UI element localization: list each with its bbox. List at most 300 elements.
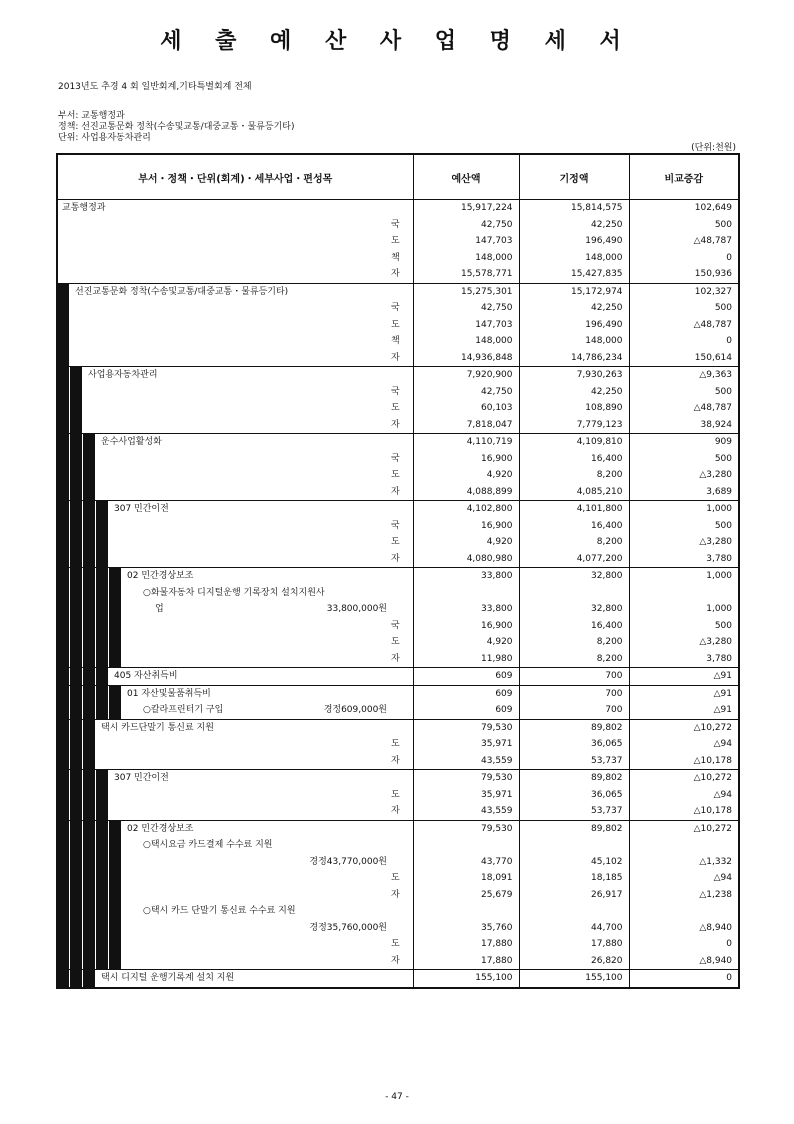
cell-source [391,568,413,585]
cell-diff: 909 [629,434,739,451]
cell-source [391,685,413,702]
item-detail: ○칼라프린터기 구입 [143,705,224,715]
cell-source [391,702,413,719]
cell-diff: 500 [629,300,739,317]
cell-budget: 60,103 [413,400,519,417]
cell-budget: 15,917,224 [413,200,519,217]
cell-diff [629,585,739,602]
table-row [57,736,739,753]
cell-source: 자 [391,352,400,363]
cell-budget: 4,080,980 [413,551,519,568]
table-row [57,753,739,770]
cell-source: 국 [391,219,400,230]
cell-budget: 17,880 [413,953,519,970]
cell-prior: 15,172,974 [519,283,629,300]
cell-prior: 148,000 [519,250,629,267]
cell-name [57,753,391,770]
table-row [57,333,739,350]
budget-table [56,153,740,989]
cell-source [391,820,413,837]
cell-source: 자 [391,419,400,430]
table-row [57,283,739,300]
cell-prior: 196,490 [519,233,629,250]
cell-budget: 4,110,719 [413,434,519,451]
cell-name: 307 민간이전 [57,501,391,518]
cell-source: 도 [391,537,400,547]
cell-diff: 500 [629,518,739,535]
cell-diff: △10,178 [629,753,739,770]
cell-name [57,233,391,250]
cell-prior: 4,109,810 [519,434,629,451]
cell-diff: △3,280 [629,634,739,651]
cell-name: 사업용자동차관리 [57,367,391,384]
table-row [57,467,739,484]
cell-budget: 79,530 [413,820,519,837]
item-amount: 33,800,000원 [326,604,387,614]
unit-note: (단위:천원) [691,143,736,153]
table-row [57,568,739,585]
table-row [57,300,739,317]
cell-source: 자 [391,755,400,766]
header-budget: 예산액 [413,154,519,200]
cell-budget: 35,971 [413,787,519,804]
cell-name [57,787,391,804]
cell-budget: 42,750 [413,384,519,401]
cell-source: 자 [391,955,400,966]
table-row [57,634,739,651]
cell-prior [519,903,629,920]
cell-diff: △94 [629,787,739,804]
table-row [57,803,739,820]
cell-prior: 15,814,575 [519,200,629,217]
cell-source: 도 [391,470,400,480]
item-amount: 경정43,770,000원 [309,856,387,867]
cell-name [57,585,391,602]
cell-diff: △10,272 [629,719,739,736]
cell-prior: 89,802 [519,820,629,837]
cell-diff: 3,780 [629,551,739,568]
cell-prior: 8,200 [519,534,629,551]
cell-diff: △8,940 [629,920,739,937]
cell-name [57,736,391,753]
cell-budget: 147,703 [413,233,519,250]
table-row [57,787,739,804]
fiscal-year-subtitle: 2013년도 추경 4 회 일반회계,기타특별회계 전체 [58,82,252,92]
cell-name [57,400,391,417]
cell-prior: 148,000 [519,333,629,350]
cell-diff: 500 [629,384,739,401]
header-prior: 기정액 [519,154,629,200]
table-row [57,367,739,384]
cell-budget: 43,770 [413,854,519,871]
cell-name: 택시 카드단말기 통신료 지원 [57,719,391,736]
cell-budget: 11,980 [413,651,519,668]
cell-name [57,384,391,401]
table-row [57,936,739,953]
cell-source [391,719,413,736]
cell-name: 405 자산취득비 [57,668,391,686]
cell-prior: 32,800 [519,601,629,618]
table-body [57,200,739,988]
cell-diff: 0 [629,936,739,953]
table-row [57,233,739,250]
table-row [57,854,739,871]
cell-name [57,250,391,267]
cell-prior [519,837,629,854]
cell-name [57,920,391,937]
table-row [57,970,739,988]
cell-prior: 16,400 [519,451,629,468]
cell-name [57,870,391,887]
cell-prior: 53,737 [519,803,629,820]
table-row [57,770,739,787]
cell-budget: 42,750 [413,217,519,234]
cell-name [57,217,391,234]
item-description: ○택시 카드 단말기 통신료 수수료 지원 [143,906,296,916]
table-row [57,434,739,451]
table-row [57,837,739,854]
cell-diff: △48,787 [629,400,739,417]
cell-diff: 38,924 [629,417,739,434]
cell-diff: △8,940 [629,953,739,970]
cell-source [391,970,413,988]
cell-name: 교통행정과 [57,200,391,217]
cell-diff: △3,280 [629,467,739,484]
cell-name [57,317,391,334]
cell-diff: 500 [629,451,739,468]
cell-diff: 0 [629,250,739,267]
cell-budget: 33,800 [413,601,519,618]
cell-name [57,702,391,719]
cell-budget: 155,100 [413,970,519,988]
cell-diff: △10,178 [629,803,739,820]
cell-diff: 500 [629,217,739,234]
cell-source: 도 [391,403,400,413]
table-row [57,350,739,367]
cell-prior: 8,200 [519,634,629,651]
cell-diff [629,837,739,854]
cell-diff: 150,936 [629,266,739,283]
cell-source: 도 [391,739,400,749]
cell-diff: △91 [629,668,739,686]
cell-name: 선진교통문화 정착(수송및교통/대중교통・물류등기타) [57,283,391,300]
table-row [57,534,739,551]
cell-name [57,467,391,484]
table-row [57,585,739,602]
cell-prior: 44,700 [519,920,629,937]
table-row [57,702,739,719]
cell-diff: 1,000 [629,501,739,518]
cell-prior: 196,490 [519,317,629,334]
table-row [57,601,739,618]
cell-source [391,501,413,518]
cell-source: 자 [391,553,400,564]
table-row [57,551,739,568]
cell-budget: 4,920 [413,534,519,551]
table-row [57,266,739,283]
cell-diff: △1,332 [629,854,739,871]
cell-budget: 15,578,771 [413,266,519,283]
cell-budget: 609 [413,702,519,719]
cell-prior: 4,085,210 [519,484,629,501]
cell-source: 자 [391,653,400,664]
cell-prior: 4,077,200 [519,551,629,568]
cell-source [391,200,413,217]
cell-source: 책 [391,336,400,346]
cell-name [57,601,391,618]
cell-name [57,534,391,551]
cell-diff: 102,649 [629,200,739,217]
cell-diff: 102,327 [629,283,739,300]
cell-diff: △91 [629,685,739,702]
page-number: - 47 - [385,1092,409,1102]
cell-budget [413,837,519,854]
cell-budget: 15,275,301 [413,283,519,300]
cell-prior: 155,100 [519,970,629,988]
cell-budget: 4,102,800 [413,501,519,518]
table-header-row [57,154,739,200]
cell-source [391,585,413,602]
cell-source: 도 [391,319,400,330]
cell-prior: 16,400 [519,618,629,635]
cell-source: 자 [391,806,400,816]
cell-prior: 53,737 [519,753,629,770]
table-row [57,484,739,501]
cell-name: 02 민간경상보조 [57,568,391,585]
cell-name [57,837,391,854]
cell-diff: △91 [629,702,739,719]
cell-prior: 700 [519,685,629,702]
cell-source [391,903,413,920]
cell-budget: 609 [413,668,519,686]
cell-budget: 42,750 [413,300,519,317]
cell-diff: 1,000 [629,601,739,618]
cell-prior: 16,400 [519,518,629,535]
cell-diff: △48,787 [629,233,739,250]
cell-diff: 150,614 [629,350,739,367]
cell-diff: △94 [629,736,739,753]
cell-name [57,903,391,920]
table-row [57,719,739,736]
cell-source [391,770,413,787]
cell-prior: 26,820 [519,953,629,970]
cell-diff: △48,787 [629,317,739,334]
cell-source [391,434,413,451]
cell-budget: 16,900 [413,618,519,635]
cell-diff: 500 [629,618,739,635]
cell-source: 국 [391,520,400,531]
cell-prior: 108,890 [519,400,629,417]
cell-prior: 700 [519,668,629,686]
cell-budget: 33,800 [413,568,519,585]
cell-budget: 4,088,899 [413,484,519,501]
cell-name: 01 자산및물품취득비 [57,685,391,702]
cell-diff: 0 [629,333,739,350]
cell-budget: 7,818,047 [413,417,519,434]
cell-name [57,417,391,434]
table-row [57,200,739,217]
cell-name [57,333,391,350]
cell-source [391,920,413,937]
table-row [57,820,739,837]
table-row [57,685,739,702]
cell-diff [629,903,739,920]
table-row [57,250,739,267]
cell-prior: 36,065 [519,787,629,804]
cell-source: 국 [391,453,400,464]
cell-prior: 42,250 [519,217,629,234]
cell-source [391,854,413,871]
cell-prior: 89,802 [519,719,629,736]
cell-prior: 18,185 [519,870,629,887]
table-row [57,668,739,686]
cell-name: 307 민간이전 [57,770,391,787]
table-row [57,651,739,668]
cell-source: 책 [391,252,400,263]
cell-budget: 609 [413,685,519,702]
header-name: 부서・정책・단위(회계)・세부사업・편성목 [57,154,413,200]
cell-diff: △10,272 [629,770,739,787]
cell-diff: △10,272 [629,820,739,837]
cell-source [391,367,413,384]
page-title: 세 출 예 산 사 업 명 세 서 [160,29,634,54]
cell-name [57,266,391,283]
cell-name [57,350,391,367]
cell-name: 택시 디지털 운행기록계 설치 지원 [57,970,391,988]
cell-prior: 4,101,800 [519,501,629,518]
cell-name: 02 민간경상보조 [57,820,391,837]
cell-budget: 18,091 [413,870,519,887]
cell-name: 운수사업활성화 [57,434,391,451]
cell-source: 도 [391,789,400,800]
cell-source: 자 [391,889,400,900]
unit-line: 단위: 사업용자동차관리 [58,133,151,143]
cell-name [57,551,391,568]
cell-prior: 42,250 [519,300,629,317]
cell-prior: 45,102 [519,854,629,871]
cell-prior: 14,786,234 [519,350,629,367]
table-row [57,518,739,535]
cell-source: 자 [391,486,400,497]
table-row [57,920,739,937]
cell-prior: 32,800 [519,568,629,585]
cell-budget: 25,679 [413,887,519,904]
cell-budget: 148,000 [413,333,519,350]
table-row [57,618,739,635]
cell-budget: 35,971 [413,736,519,753]
cell-source: 도 [391,236,400,246]
cell-source [391,668,413,686]
cell-prior: 26,917 [519,887,629,904]
cell-source [391,283,413,300]
cell-diff: △9,363 [629,367,739,384]
table-row [57,384,739,401]
cell-prior: 7,930,263 [519,367,629,384]
cell-source [391,837,413,854]
cell-budget: 35,760 [413,920,519,937]
cell-source: 도 [391,873,400,883]
cell-budget: 148,000 [413,250,519,267]
cell-budget: 16,900 [413,518,519,535]
table-row [57,317,739,334]
policy-line: 정책: 선진교통문화 정착(수송및교통/대중교통・물류등기타) [58,122,295,132]
table-row [57,417,739,434]
cell-source: 자 [391,269,400,279]
cell-name [57,936,391,953]
cell-budget: 43,559 [413,753,519,770]
table-row [57,903,739,920]
table-row [57,400,739,417]
cell-diff: 1,000 [629,568,739,585]
department-line: 부서: 교통행정과 [58,111,125,121]
table-row [57,501,739,518]
cell-source: 국 [391,303,400,313]
cell-name [57,634,391,651]
item-amount: 경정35,760,000원 [309,922,387,933]
cell-diff: 0 [629,970,739,988]
cell-budget: 4,920 [413,634,519,651]
cell-name [57,484,391,501]
cell-budget: 79,530 [413,770,519,787]
cell-budget: 16,900 [413,451,519,468]
cell-diff: △1,238 [629,887,739,904]
cell-budget: 14,936,848 [413,350,519,367]
cell-name [57,518,391,535]
cell-budget: 7,920,900 [413,367,519,384]
table-row [57,451,739,468]
cell-budget: 79,530 [413,719,519,736]
item-amount: 경정609,000원 [323,705,387,715]
cell-budget: 147,703 [413,317,519,334]
cell-budget [413,903,519,920]
cell-prior: 15,427,835 [519,266,629,283]
cell-name [57,953,391,970]
cell-name [57,451,391,468]
cell-prior: 42,250 [519,384,629,401]
table-row [57,217,739,234]
header-diff: 비교증감 [629,154,739,200]
cell-budget: 43,559 [413,803,519,820]
cell-prior: 700 [519,702,629,719]
cell-name [57,854,391,871]
cell-source: 국 [391,386,400,397]
cell-source: 도 [391,637,400,647]
cell-source: 국 [391,620,400,631]
cell-budget [413,585,519,602]
cell-name [57,887,391,904]
cell-source: 도 [391,939,400,949]
cell-name [57,651,391,668]
cell-prior: 8,200 [519,467,629,484]
cell-prior: 7,779,123 [519,417,629,434]
cell-diff: △3,280 [629,534,739,551]
table-row [57,887,739,904]
cell-diff: 3,689 [629,484,739,501]
cell-prior: 89,802 [519,770,629,787]
cell-source [391,601,413,618]
cell-name [57,803,391,820]
item-description: ○화물자동차 디지털운행 기록장치 설치지원사 [143,587,325,598]
cell-diff: △94 [629,870,739,887]
cell-name [57,300,391,317]
cell-budget: 4,920 [413,467,519,484]
item-detail: 업 [155,604,164,614]
cell-prior: 36,065 [519,736,629,753]
table-row [57,870,739,887]
table-row [57,953,739,970]
cell-prior: 8,200 [519,651,629,668]
cell-diff: 3,780 [629,651,739,668]
